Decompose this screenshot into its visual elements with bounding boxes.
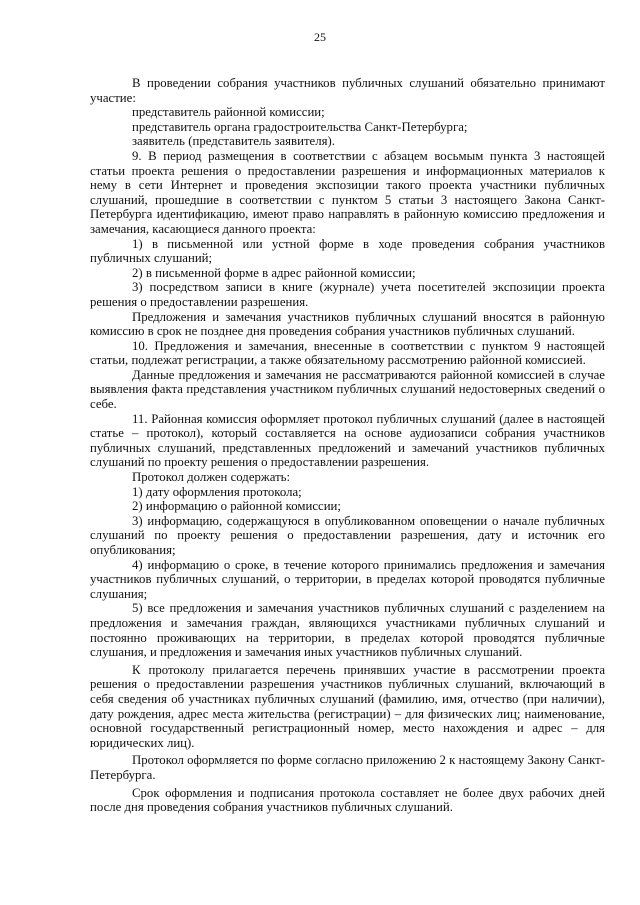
paragraph: В проведении собрания участников публичных слушаний обязательно принимают участие: — [90, 76, 605, 105]
paragraph: представитель районной комиссии; — [132, 105, 325, 120]
paragraph: Данные предложения и замечания не рассматриваются районной комиссией в случае выявления факта представления участником публичных слушаний недостоверных сведений о себе. — [90, 367, 605, 412]
paragraph: 2) информацию о районной комиссии; — [132, 499, 341, 514]
paragraph: 1) дату оформления протокола; — [132, 484, 302, 499]
paragraph: Протокол должен содержать: — [132, 470, 291, 485]
paragraph: 3) посредством записи в книге (журнале) учета посетителей экспозиции проекта решения о предоставлении разрешения. — [90, 280, 605, 309]
paragraph: 5) все предложения и замечания участников публичных слушаний с разделением на предложения и замечания граждан, являющихся участниками публичных слушаний и постоянно проживающих на территории, в пределах которой проводятся публичные слушания, и предложения и замечания иных участников публичных слушаний. — [90, 601, 605, 660]
page-number: 25 — [314, 30, 326, 44]
paragraph: 11. Районная комиссия оформляет протокол публичных слушаний (далее в настоящей статье – протокол), который составляется на основе аудиозаписи собрания участников публичных слушаний, представленных предложений и замечаний участников публичных слушаний по проекту решения о предоставлении разрешения. — [90, 411, 605, 470]
paragraph: К протоколу прилагается перечень принявших участие в рассмотрении проекта решения о предоставлении разрешения участников публичных слушаний, включающий в себя сведения об участниках публичных слушаний (фамилию, имя, отчество (при наличии), дату рождения, адрес места жительства (регистрации) – для физических лиц; наименование, основной государственный регистрационный номер, место нахождения и адрес – для юридических лиц). — [90, 662, 605, 750]
paragraph: 9. В период размещения в соответствии с абзацем восьмым пункта 3 настоящей статьи проекта решения о предоставлении разрешения и информационных материалов к нему в сети Интернет и проведения экспозиции такого проекта участники публичных слушаний, прошедшие в соответствии с пунктом 5 статьи 3 настоящего Закона Санкт-Петербурга идентификацию, имеют право направлять в районную комиссию предложения и замечания, касающиеся данного проекта: — [90, 148, 605, 236]
paragraph: заявитель (представитель заявителя). — [132, 134, 335, 149]
paragraph: Срок оформления и подписания протокола составляет не более двух рабочих дней после дня проведения собрания участников публичных слушаний. — [90, 785, 605, 815]
paragraph: 4) информацию о сроке, в течение которого принимались предложения и замечания участников публичных слушаний, о территории, в пределах которой проводятся публичные слушания; — [90, 557, 605, 601]
paragraph: 2) в письменной форме в адрес районной комиссии; — [132, 265, 416, 280]
paragraph: Предложения и замечания участников публичных слушаний вносятся в районную комиссию в срок не позднее дня проведения собрания участников публичных слушаний. — [90, 309, 605, 339]
paragraph: Протокол оформляется по форме согласно приложению 2 к настоящему Закону Санкт-Петербурга. — [90, 753, 605, 782]
paragraph: 1) в письменной или устной форме в ходе проведения собрания участников публичных слушаний; — [90, 236, 605, 266]
document-body — [90, 76, 605, 815]
paragraph: представитель органа градостроительства Санкт-Петербурга; — [132, 119, 468, 134]
paragraph: 10. Предложения и замечания, внесенные в соответствии с пунктом 9 настоящей статьи, подлежат регистрации, а также обязательному рассмотрению районной комиссией. — [90, 338, 605, 368]
paragraph: 3) информацию, содержащуюся в опубликованном оповещении о начале публичных слушаний по проекту решения о предоставлении разрешения, дату и источник его опубликования; — [90, 513, 605, 557]
